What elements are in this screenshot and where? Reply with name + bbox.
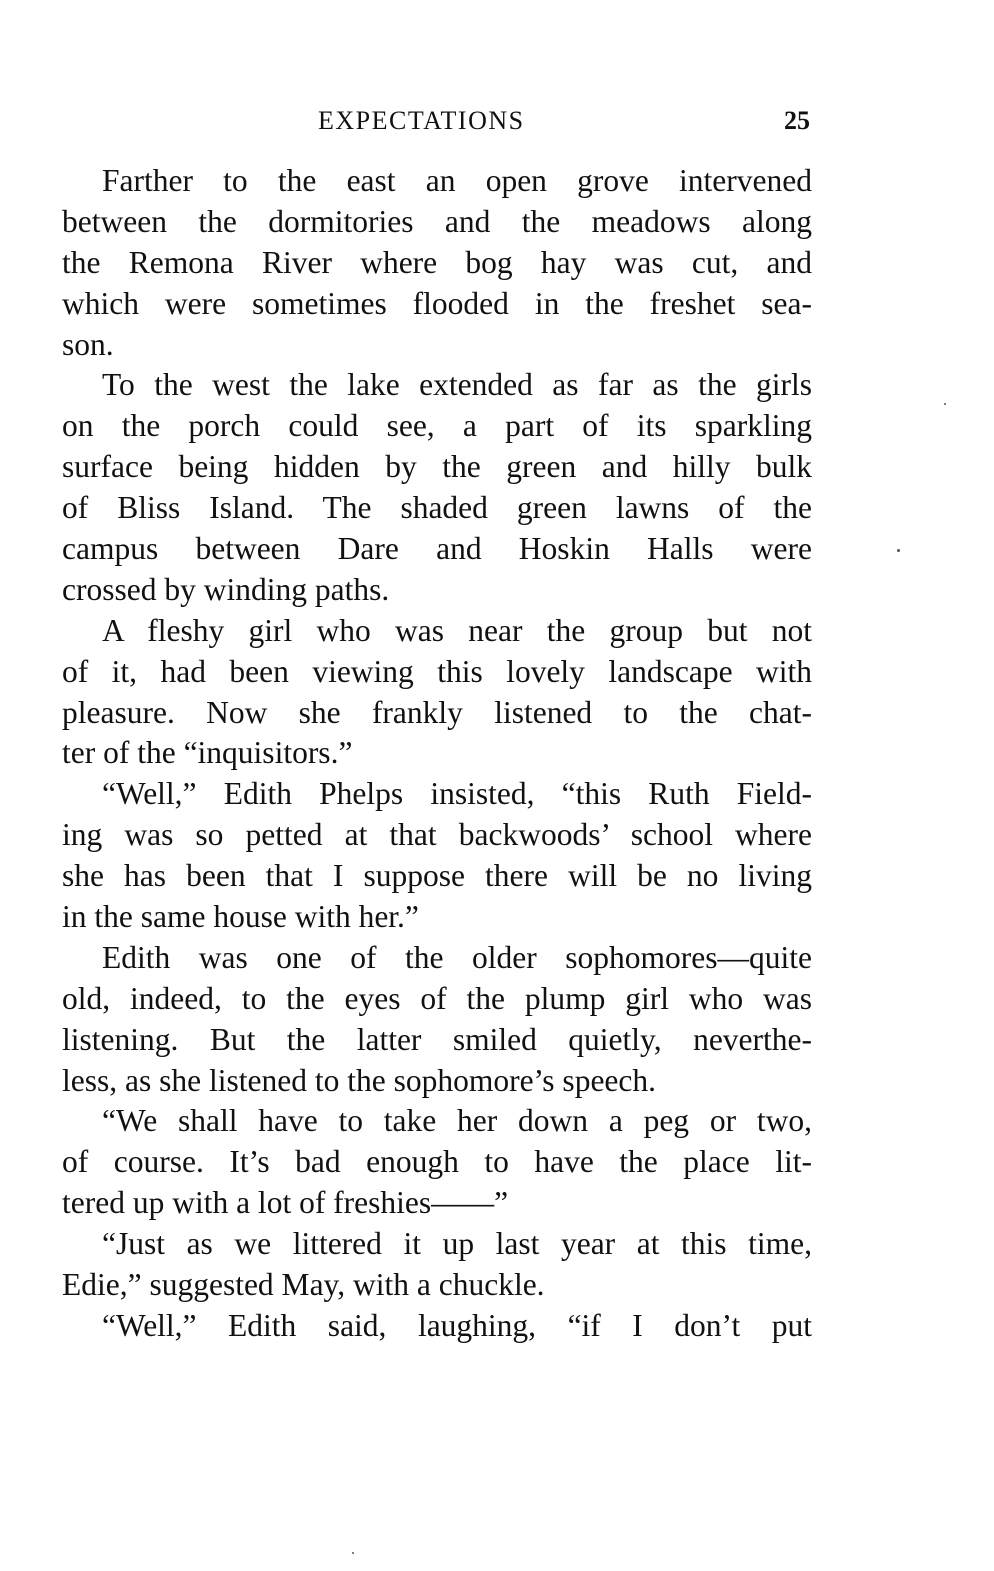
text-line: in the same house with her.” [62,899,419,935]
text-line: tered up with a lot of freshies——” [62,1185,509,1221]
page-number: 25 [784,106,810,135]
text-line: on the porch could see, a part of its sparkling [62,408,812,444]
text-line: the Remona River where bog hay was cut, and [62,244,812,280]
text-line: of it, had been viewing this lovely landscape with [62,653,812,689]
text-line: campus between Dare and Hoskin Halls were [62,531,812,567]
text-line: which were sometimes flooded in the freshet sea- [62,285,812,321]
text-line: son. [62,326,114,362]
text-line: To the west the lake extended as far as the girls [102,367,812,403]
running-title: EXPECTATIONS [318,106,525,135]
print-speck [352,1552,354,1554]
text-line: A fleshy girl who was near the group but not [102,612,812,648]
text-line: of Bliss Island. The shaded green lawns of the [62,490,812,526]
text-line: Farther to the east an open grove intervened [102,163,812,198]
text-line: “Just as we littered it up last year at this time, [102,1226,812,1262]
text-line: Edith was one of the older sophomores—quite [102,939,812,975]
text-line: less, as she listened to the sophomore’s speech. [62,1062,657,1098]
text-line: listening. But the latter smiled quietly, neverthe- [62,1021,812,1057]
text-line: crossed by winding paths. [62,571,390,607]
print-speck [897,549,900,552]
print-speck [944,403,946,405]
body-text [62,161,812,1347]
text-line: of course. It’s bad enough to have the place lit- [62,1144,812,1180]
text-line: between the dormitories and the meadows along [62,203,812,239]
text-line: “Well,” Edith said, laughing, “if I don’t put [102,1307,812,1343]
text-line: pleasure. Now she frankly listened to the chat- [62,694,812,730]
text-line: “Well,” Edith Phelps insisted, “this Ruth Field- [102,776,812,812]
text-line: ter of the “inquisitors.” [62,735,353,771]
text-line: ing was so petted at that backwoods’ school where [62,817,812,853]
text-line: Edie,” suggested May, with a chuckle. [62,1267,545,1303]
text-line: old, indeed, to the eyes of the plump girl who was [62,980,812,1016]
running-head [0,103,994,139]
text-line: she has been that I suppose there will be no living [62,858,812,894]
text-line: surface being hidden by the green and hilly bulk [62,449,812,485]
text-line: “We shall have to take her down a peg or two, [102,1103,812,1139]
